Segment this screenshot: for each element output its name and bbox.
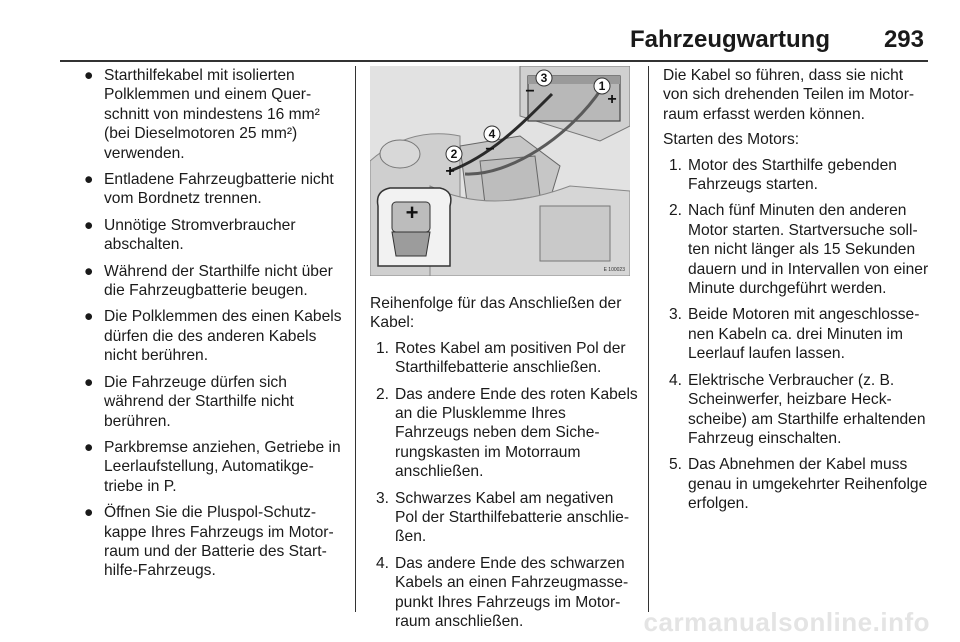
right-column — [663, 66, 931, 521]
page-title: Fahrzeugwartung — [629, 26, 830, 53]
page-number: 293 — [883, 26, 924, 53]
engine-bay-illustration — [370, 66, 630, 276]
list-item-text: Parkbremse anziehen, Getriebe in Leerlaufstellung, Automatikgetriebe in P. — [104, 438, 341, 495]
column-divider — [355, 66, 356, 612]
list-item-text: Die Fahrzeuge dürfen sich während der Starthilfe nicht berühren. — [104, 373, 294, 430]
step-text: Das Abnehmen der Kabel muss genau in umgekehrter Reihenfolge erfolgen. — [688, 456, 928, 513]
list-item-text: Entladene Fahrzeugbatterie nicht vom Bordnetz trennen. — [104, 171, 334, 208]
list-item — [663, 305, 931, 363]
starting-heading: Starten des Motors: — [663, 131, 800, 149]
list-item-text: Unnötige Stromverbraucher abschalten. — [104, 216, 296, 254]
column-divider — [648, 66, 649, 612]
list-item — [82, 66, 342, 163]
bullet-icon: ● — [84, 504, 94, 522]
bullet-icon: ● — [84, 67, 94, 84]
list-item — [82, 262, 342, 301]
step-number: 4. — [669, 371, 683, 389]
precautions-list — [82, 66, 342, 581]
list-item — [370, 554, 638, 632]
plus-sign: + — [607, 91, 617, 108]
connection-steps — [370, 339, 638, 632]
step-number: 3. — [669, 306, 683, 324]
list-item — [82, 373, 342, 431]
list-item — [663, 371, 931, 449]
step-number: 5. — [669, 456, 683, 474]
list-item — [82, 216, 342, 255]
watermark: carmanualsonline.info — [643, 607, 930, 637]
step-number: 2. — [376, 385, 390, 403]
callout-2: 2 — [450, 147, 458, 161]
list-item-text: Die Polklemmen des einen Kabels dürfen die des anderen Kabels nicht berühren. — [104, 308, 342, 365]
callout-1: 1 — [598, 79, 606, 93]
step-text: Schwarzes Kabel am negativen Pol der Starthilfebatterie anschließen. — [395, 489, 630, 546]
routing-note: Die Kabel so führen, dass sie nicht von sich drehenden Teilen im Motorraum erfasst werden können. — [663, 67, 915, 123]
step-text: Das andere Ende des schwarzen Kabels an einen Fahrzeugmassepunkt Ihres Fahrzeugs im Motorraum anschließen. — [395, 554, 629, 631]
starting-steps — [663, 156, 931, 514]
bullet-icon: ● — [84, 308, 94, 326]
page-header — [60, 22, 928, 56]
list-item — [663, 201, 931, 298]
list-item — [370, 385, 638, 482]
list-item — [663, 455, 931, 513]
step-number: 3. — [376, 489, 390, 507]
header-rule — [60, 60, 928, 62]
step-number: 4. — [376, 554, 390, 572]
callout-3: 3 — [540, 71, 548, 85]
engine-bay-drawing — [370, 66, 630, 276]
list-item — [663, 156, 931, 195]
step-text: Das andere Ende des roten Kabels an die Plusklemme Ihres Fahrzeugs neben dem Sicherungskasten im Motorraum anschließen. — [395, 385, 638, 481]
list-item — [82, 438, 342, 496]
step-text: Beide Motoren mit angeschlossenen Kabeln ca. drei Minuten im Leerlauf laufen lassen. — [688, 306, 920, 363]
left-column — [82, 66, 342, 588]
step-text: Nach fünf Minuten den anderen Motor starten. Startversuche sollten nicht länger als 15 Sekunden dauern und in Intervallen von einer Minute durchgeführt werden. — [688, 202, 929, 298]
plus-sign: + — [405, 200, 419, 225]
middle-column — [370, 66, 638, 639]
step-text: Motor des Starthilfe gebenden Fahrzeugs starten. — [688, 156, 897, 194]
list-item — [370, 339, 638, 378]
step-number: 1. — [669, 156, 683, 174]
plus-sign: + — [445, 163, 455, 180]
list-item-text: Öffnen Sie die Pluspol-Schutzkappe Ihres Fahrzeugs im Motorraum und der Batterie des Starthilfe-Fahrzeugs. — [104, 504, 334, 580]
step-text: Rotes Kabel am positiven Pol der Starthilfebatterie anschließen. — [395, 339, 626, 377]
bullet-icon: ● — [84, 171, 94, 189]
bullet-icon: ● — [84, 438, 94, 456]
connection-intro: Reihenfolge für das Anschließen der Kabel: — [370, 295, 622, 332]
list-item — [82, 307, 342, 365]
step-text: Elektrische Verbraucher (z. B. Scheinwerfer, heizbare Heckscheibe) am Starthilfe erhaltenden Fahrzeug einschalten. — [688, 371, 926, 447]
step-number: 1. — [376, 339, 390, 357]
minus-sign: − — [525, 83, 535, 100]
bullet-icon: ● — [84, 262, 94, 280]
list-item — [370, 489, 638, 547]
callout-4: 4 — [488, 127, 496, 141]
list-item-text: Starthilfekabel mit isolierten Polklemmen und einem Querschnitt von mindestens 16 mm² (bei Dieselmotoren 25 mm²) verwenden. — [104, 67, 320, 162]
list-item — [82, 503, 342, 581]
bullet-icon: ● — [84, 216, 94, 234]
bullet-icon: ● — [84, 373, 94, 391]
list-item — [82, 170, 342, 209]
step-number: 2. — [669, 202, 683, 220]
list-item-text: Während der Starthilfe nicht über die Fahrzeugbatterie beugen. — [104, 262, 333, 300]
minus-sign: − — [485, 141, 495, 158]
image-code: E 100023 — [603, 267, 625, 273]
